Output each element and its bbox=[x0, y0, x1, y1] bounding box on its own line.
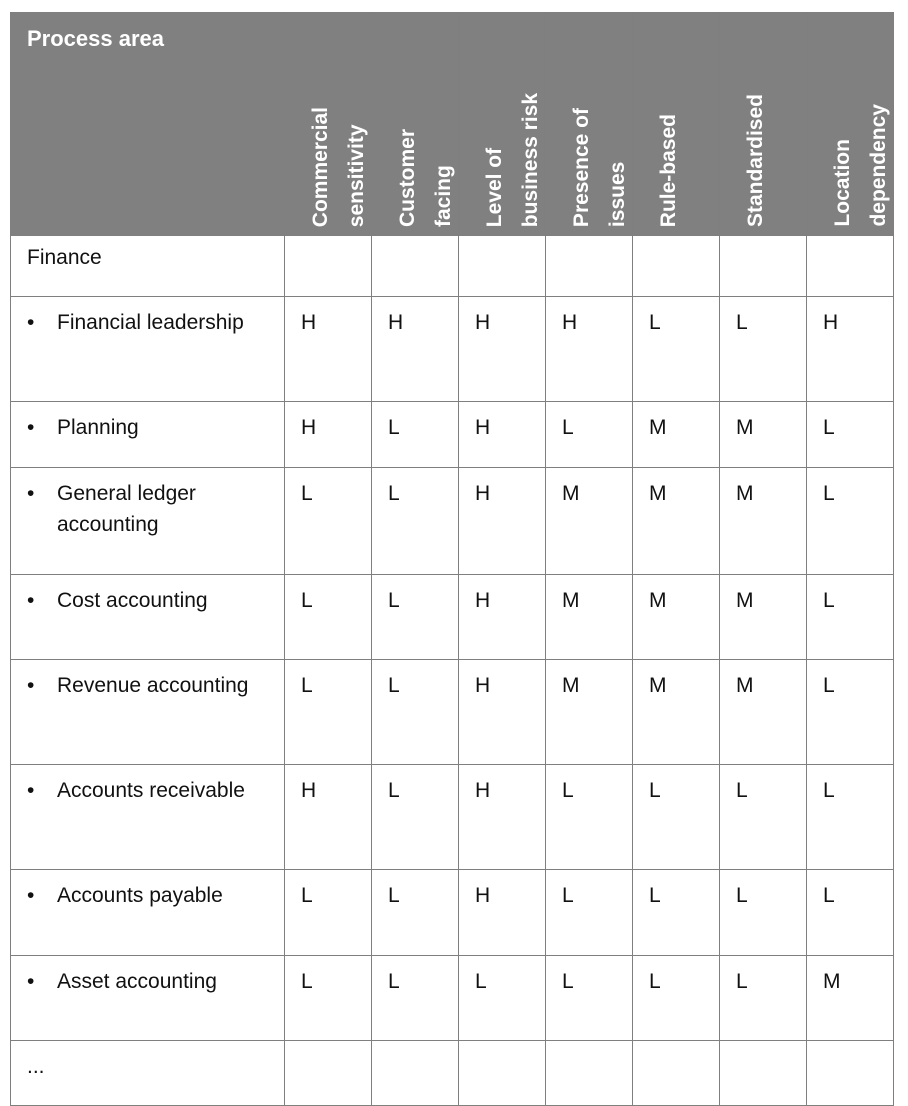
rating-cell: L bbox=[372, 402, 459, 468]
criterion-label: Level of business risk bbox=[483, 92, 542, 227]
rating-cell: L bbox=[372, 870, 459, 956]
empty-cell bbox=[633, 1041, 720, 1106]
process-label: Planning bbox=[57, 416, 139, 439]
criterion-header-presence-of-issues bbox=[546, 13, 633, 236]
rating-cell: L bbox=[720, 956, 807, 1041]
process-assessment-table bbox=[10, 12, 894, 1106]
rating-cell: H bbox=[285, 765, 372, 870]
rating-cell: M bbox=[546, 660, 633, 765]
process-cell bbox=[11, 297, 285, 402]
rating-cell: L bbox=[807, 402, 894, 468]
table-row bbox=[11, 870, 894, 956]
table-row bbox=[11, 575, 894, 660]
rating-cell: H bbox=[459, 765, 546, 870]
rating-cell: H bbox=[459, 660, 546, 765]
table-row bbox=[11, 297, 894, 402]
rating-cell: H bbox=[807, 297, 894, 402]
empty-cell bbox=[720, 1041, 807, 1106]
process-label: Accounts receivable bbox=[57, 779, 245, 802]
rating-cell: L bbox=[633, 870, 720, 956]
rating-cell: H bbox=[546, 297, 633, 402]
bullet: • bbox=[27, 779, 35, 802]
header-row bbox=[11, 13, 894, 236]
rating-cell: H bbox=[459, 402, 546, 468]
rating-cell: L bbox=[372, 468, 459, 575]
rating-cell: L bbox=[372, 765, 459, 870]
table-row bbox=[11, 468, 894, 575]
ellipsis-cell: ... bbox=[11, 1041, 285, 1106]
rating-cell: L bbox=[546, 402, 633, 468]
rating-cell: L bbox=[633, 297, 720, 402]
rating-cell: L bbox=[720, 870, 807, 956]
rating-cell: M bbox=[807, 956, 894, 1041]
criterion-header-standardised bbox=[720, 13, 807, 236]
empty-cell bbox=[372, 236, 459, 297]
rating-cell: H bbox=[459, 297, 546, 402]
criterion-header-commercial-sensitivity bbox=[285, 13, 372, 236]
empty-cell bbox=[372, 1041, 459, 1106]
rating-cell: L bbox=[807, 870, 894, 956]
rating-cell: H bbox=[372, 297, 459, 402]
rating-cell: L bbox=[546, 956, 633, 1041]
rating-cell: L bbox=[372, 575, 459, 660]
bullet: • bbox=[27, 970, 35, 993]
process-cell bbox=[11, 575, 285, 660]
rating-cell: L bbox=[285, 956, 372, 1041]
criterion-label: Commercial sensitivity bbox=[309, 106, 368, 227]
rating-cell: H bbox=[285, 402, 372, 468]
rating-cell: M bbox=[720, 575, 807, 660]
rating-cell: M bbox=[720, 402, 807, 468]
rating-cell: M bbox=[633, 660, 720, 765]
process-label: Accounts payable bbox=[57, 884, 223, 907]
rating-cell: M bbox=[633, 402, 720, 468]
criterion-label: Standardised bbox=[744, 93, 767, 227]
criterion-label: Presence of issues bbox=[570, 107, 629, 227]
rating-cell: L bbox=[720, 765, 807, 870]
rating-cell: L bbox=[372, 660, 459, 765]
empty-cell bbox=[546, 1041, 633, 1106]
rating-cell: L bbox=[720, 297, 807, 402]
process-cell bbox=[11, 956, 285, 1041]
empty-cell bbox=[285, 1041, 372, 1106]
rating-cell: H bbox=[459, 870, 546, 956]
table-row bbox=[11, 765, 894, 870]
rating-cell: H bbox=[459, 468, 546, 575]
criterion-header-rule-based bbox=[633, 13, 720, 236]
rating-cell: L bbox=[546, 765, 633, 870]
process-label: Asset accounting bbox=[57, 970, 217, 993]
rating-cell: L bbox=[459, 956, 546, 1041]
empty-cell bbox=[285, 236, 372, 297]
rating-cell: M bbox=[546, 575, 633, 660]
bullet: • bbox=[27, 884, 35, 907]
empty-cell bbox=[546, 236, 633, 297]
criterion-label: Rule-based bbox=[657, 113, 680, 227]
process-label: General ledger accounting bbox=[57, 482, 196, 536]
criterion-header-business-risk bbox=[459, 13, 546, 236]
bullet: • bbox=[27, 416, 35, 439]
rating-cell: L bbox=[807, 468, 894, 575]
process-label: Revenue accounting bbox=[57, 674, 249, 697]
rating-cell: L bbox=[633, 956, 720, 1041]
rating-cell: H bbox=[459, 575, 546, 660]
empty-cell bbox=[807, 1041, 894, 1106]
rating-cell: L bbox=[285, 870, 372, 956]
bullet: • bbox=[27, 589, 35, 612]
rating-cell: H bbox=[285, 297, 372, 402]
rating-cell: L bbox=[807, 575, 894, 660]
rating-cell: L bbox=[372, 956, 459, 1041]
table-row bbox=[11, 402, 894, 468]
process-cell bbox=[11, 765, 285, 870]
rating-cell: L bbox=[633, 765, 720, 870]
empty-cell bbox=[459, 1041, 546, 1106]
rating-cell: L bbox=[285, 468, 372, 575]
criterion-label: Location dependency bbox=[831, 104, 890, 227]
rating-cell: L bbox=[807, 765, 894, 870]
rating-cell: M bbox=[720, 660, 807, 765]
bullet: • bbox=[27, 482, 35, 505]
rating-cell: M bbox=[633, 575, 720, 660]
process-cell bbox=[11, 402, 285, 468]
empty-cell bbox=[807, 236, 894, 297]
ellipsis-row bbox=[11, 1041, 894, 1106]
rating-cell: L bbox=[546, 870, 633, 956]
rating-cell: M bbox=[720, 468, 807, 575]
group-row-finance bbox=[11, 236, 894, 297]
process-cell bbox=[11, 870, 285, 956]
table-row bbox=[11, 956, 894, 1041]
bullet: • bbox=[27, 674, 35, 697]
criterion-header-location-dependency bbox=[807, 13, 894, 236]
criterion-header-customer-facing bbox=[372, 13, 459, 236]
rating-cell: M bbox=[546, 468, 633, 575]
empty-cell bbox=[720, 236, 807, 297]
rating-cell: L bbox=[285, 575, 372, 660]
process-label: Financial leadership bbox=[57, 311, 244, 334]
rating-cell: L bbox=[807, 660, 894, 765]
group-label: Finance bbox=[11, 236, 285, 297]
bullet: • bbox=[27, 311, 35, 334]
empty-cell bbox=[633, 236, 720, 297]
process-label: Cost accounting bbox=[57, 589, 208, 612]
rating-cell: L bbox=[285, 660, 372, 765]
process-area-header: Process area bbox=[11, 13, 285, 236]
table-row bbox=[11, 660, 894, 765]
empty-cell bbox=[459, 236, 546, 297]
rating-cell: M bbox=[633, 468, 720, 575]
process-cell bbox=[11, 468, 285, 575]
process-cell bbox=[11, 660, 285, 765]
criterion-label: Customer facing bbox=[396, 128, 455, 227]
